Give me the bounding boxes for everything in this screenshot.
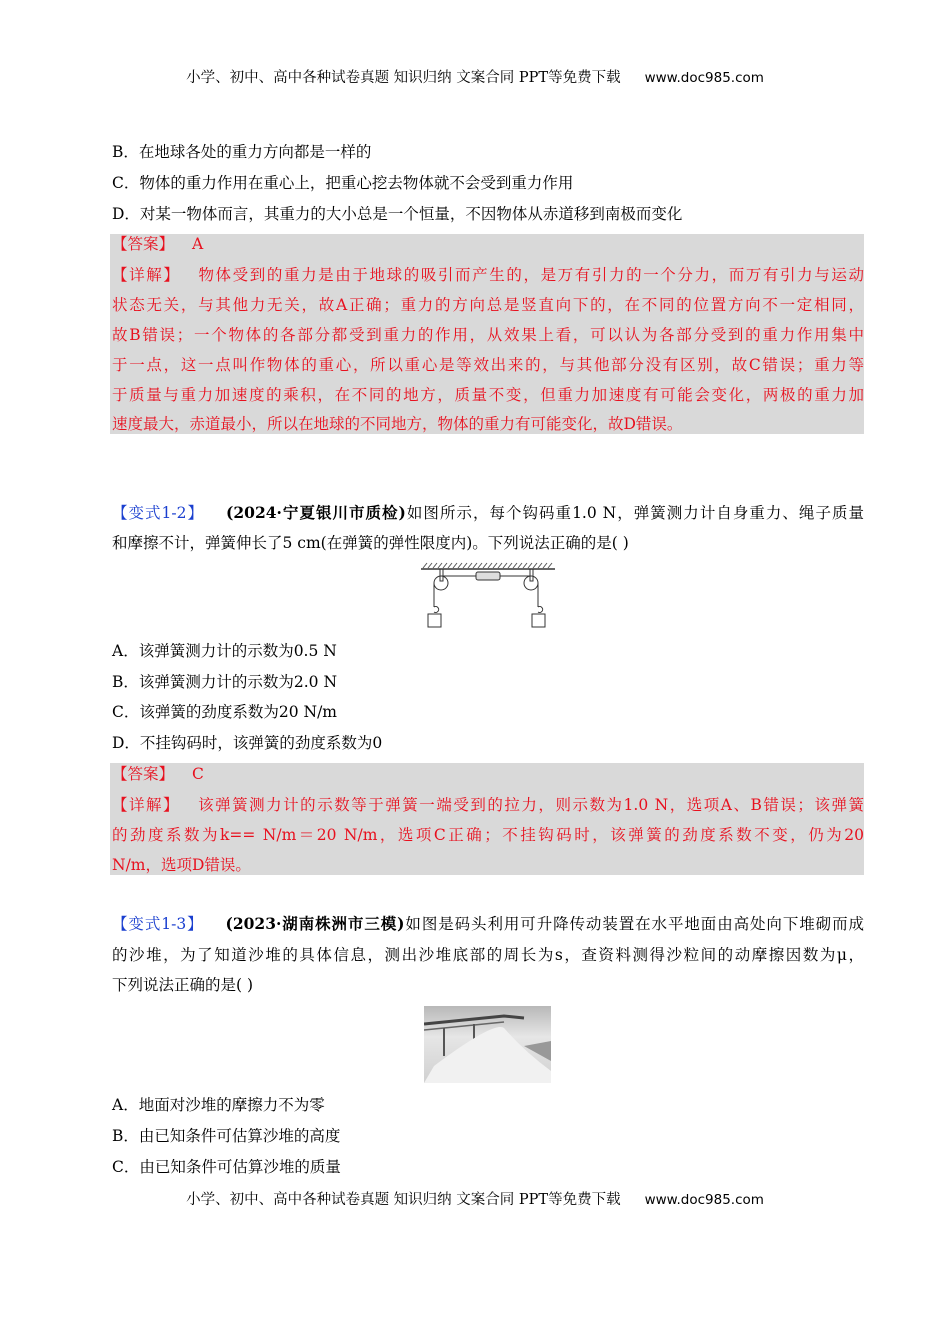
page-footer <box>0 1190 950 1210</box>
option-b: B．由已知条件可估算沙堆的高度 <box>112 1127 341 1145</box>
variant-tag: 【变式1-2】 <box>112 504 205 522</box>
variant-tag: 【变式1-3】 <box>112 915 204 933</box>
question-source: (2024·宁夏银川市质检) <box>226 503 406 522</box>
detail-line: 于质量与重力加速度的乘积，在不同的地方，质量不变，但重力加速度有可能会变化，两极的重力加 <box>112 386 864 404</box>
detail-tag: 【详解】 <box>112 266 181 284</box>
detail-text: 物体受到的重力是由于地球的吸引而产生的，是万有引力的一个分力，而万有引力与运动 <box>198 266 864 284</box>
detail-line: N/m，选项D错误。 <box>112 856 251 874</box>
sand-pile-photo <box>424 1006 551 1083</box>
question-stem <box>112 909 864 939</box>
detail-text: 该弹簧测力计的示数等于弹簧一端受到的拉力，则示数为1.0 N，选项A、B错误；该弹簧 <box>198 796 864 814</box>
detail-line: 于一点，这一点叫作物体的重心，所以重心是等效出来的，与其他部分没有区别，故C错误；重力等 <box>112 356 864 374</box>
option-d: D．对某一物体而言，其重力的大小总是一个恒量，不因物体从赤道移到南极而变化 <box>112 205 683 223</box>
detail-line <box>112 260 864 290</box>
option-b: B．该弹簧测力计的示数为2.0 N <box>112 673 338 691</box>
detail-line <box>112 790 864 820</box>
answer-tag: 【答案】 <box>112 235 175 253</box>
question-stem <box>112 498 864 528</box>
spring-scale-pulley-figure <box>418 562 558 632</box>
answer-tag: 【答案】 <box>112 765 175 783</box>
detail-tag: 【详解】 <box>112 796 181 814</box>
header-url: www.doc985.com <box>644 70 764 86</box>
footer-text: 小学、初中、高中各种试卷真题 知识归纳 文案合同 PPT等免费下载 <box>186 1192 621 1208</box>
option-a: A．该弹簧测力计的示数为0.5 N <box>112 642 337 660</box>
detail-line: 速度最大，赤道最小，所以在地球的不同地方，物体的重力有可能变化，故D错误。 <box>112 415 683 433</box>
header-text: 小学、初中、高中各种试卷真题 知识归纳 文案合同 PPT等免费下载 <box>186 70 621 86</box>
option-d: D．不挂钩码时，该弹簧的劲度系数为0 <box>112 734 383 752</box>
question-stem-line: 和摩擦不计，弹簧伸长了5 cm(在弹簧的弹性限度内)。下列说法正确的是( ) <box>112 534 629 552</box>
stem-text: 如图是码头利用可升降传动装置在水平地面由高处向下堆砌而成 <box>404 915 864 933</box>
option-b: B．在地球各处的重力方向都是一样的 <box>112 143 372 161</box>
answer-value: A <box>192 235 204 253</box>
answer-line <box>112 229 864 259</box>
option-c: C．该弹簧的劲度系数为20 N/m <box>112 703 337 721</box>
option-c: C．物体的重力作用在重心上，把重心挖去物体就不会受到重力作用 <box>112 174 574 192</box>
option-a: A．地面对沙堆的摩擦力不为零 <box>112 1096 325 1114</box>
answer-line <box>112 759 864 789</box>
footer-url: www.doc985.com <box>644 1192 764 1208</box>
page-header <box>0 68 950 88</box>
option-c: C．由已知条件可估算沙堆的质量 <box>112 1158 341 1176</box>
stem-text: 如图所示，每个钩码重1.0 N，弹簧测力计自身重力、绳子质量 <box>405 504 864 522</box>
question-stem-line: 下列说法正确的是( ) <box>112 976 254 994</box>
question-source: (2023·湖南株洲市三模) <box>225 914 405 933</box>
detail-line: 状态无关，与其他力无关，故A正确；重力的方向总是竖直向下的，在不同的位置方向不一定相同， <box>112 296 864 314</box>
answer-value: C <box>192 765 204 783</box>
detail-line: 的劲度系数为k== N/m＝20 N/m，选项C正确；不挂钩码时，该弹簧的劲度系数不变，仍为20 <box>112 826 864 844</box>
question-stem-line: 的沙堆，为了知道沙堆的具体信息，测出沙堆底部的周长为s，查资料测得沙粒间的动摩擦因数为μ， <box>112 946 864 964</box>
detail-line: 故B错误；一个物体的各部分都受到重力的作用，从效果上看，可以认为各部分受到的重力作用集中 <box>112 326 864 344</box>
